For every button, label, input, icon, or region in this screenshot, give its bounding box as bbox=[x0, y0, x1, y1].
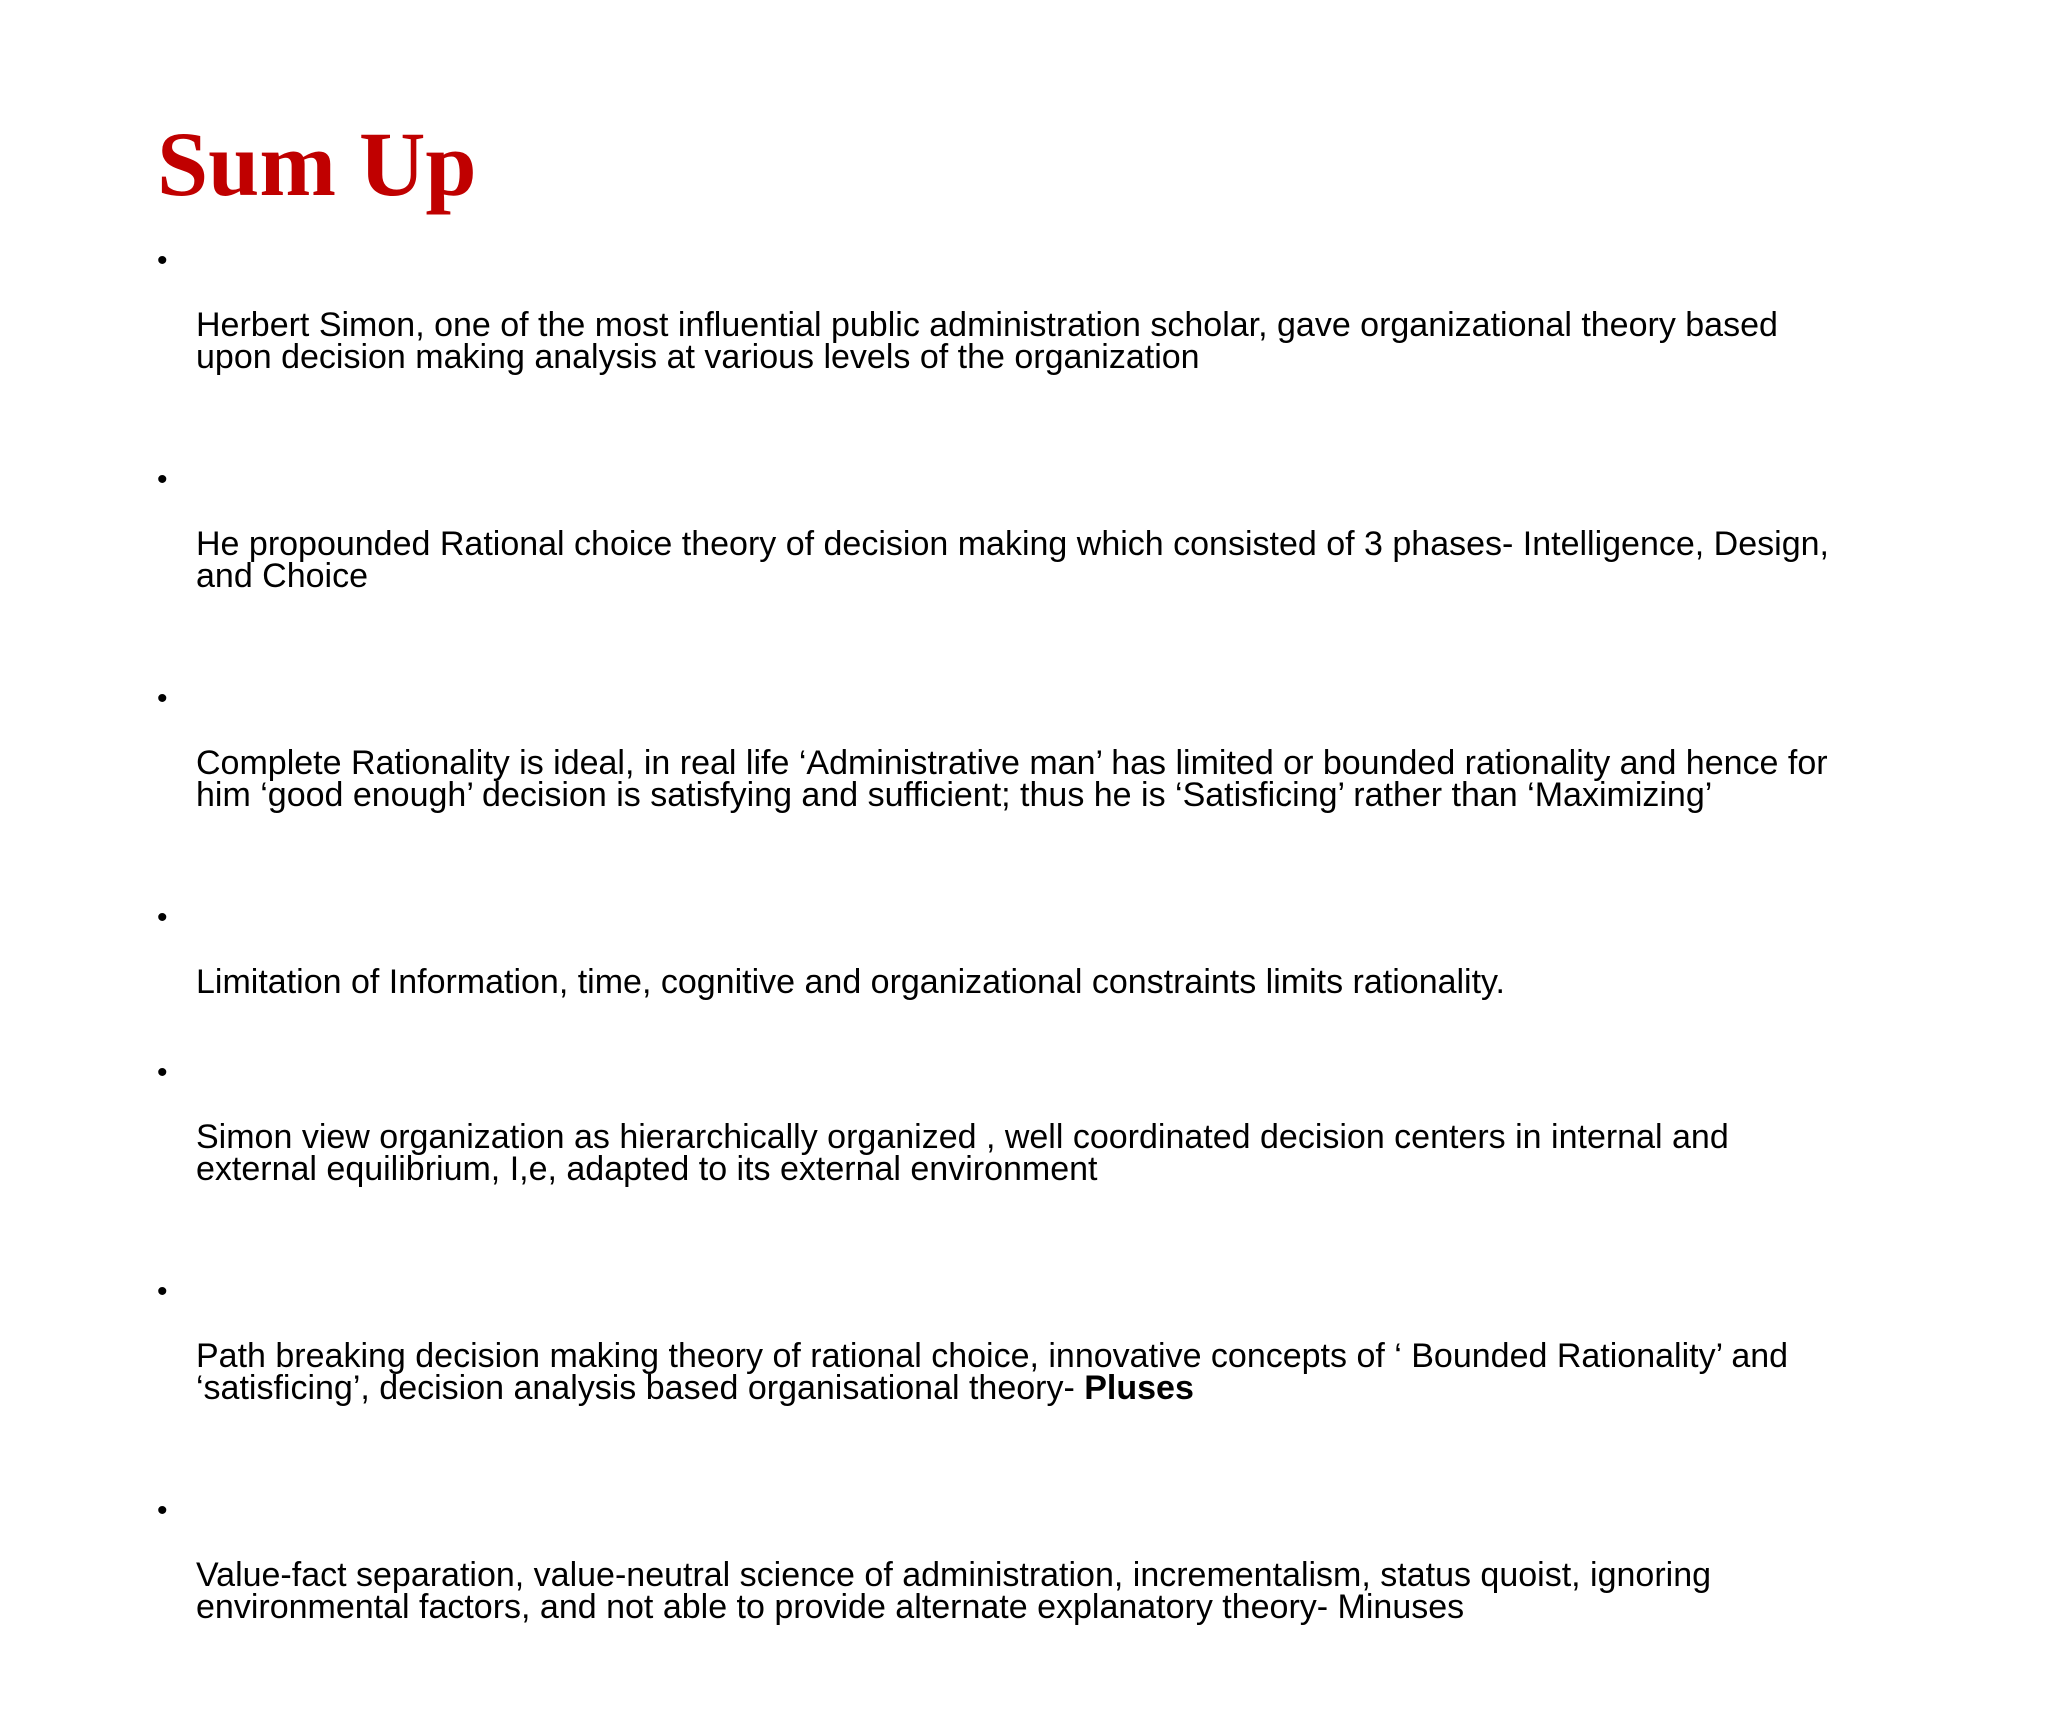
bullet-dot-icon: • bbox=[157, 463, 168, 496]
bullet-item bbox=[157, 1275, 1947, 1407]
bullet-text: Limitation of Information, time, cognitive and organizational constraints limits rationality. bbox=[196, 963, 1505, 1001]
bullet-item bbox=[157, 901, 1947, 1001]
bullet-item bbox=[157, 463, 1947, 595]
bullet-item bbox=[157, 244, 1947, 376]
bullet-dot-icon: • bbox=[157, 244, 168, 277]
bullet-dot-icon: • bbox=[157, 901, 168, 934]
bullet-item bbox=[157, 682, 1947, 814]
bullet-dot-icon: • bbox=[157, 1056, 168, 1089]
bullet-dot-icon: • bbox=[157, 682, 168, 715]
bullet-text: Value-fact separation, value-neutral science of administration, incrementalism, status quoist, ignoring environmental factors, and not able to provide alternate explanatory theory- Minuses bbox=[196, 1556, 1712, 1626]
slide-title: Sum Up bbox=[157, 113, 477, 215]
bullet-item bbox=[157, 1056, 1947, 1188]
pluses-label: Pluses bbox=[1084, 1369, 1194, 1407]
bullet-dot-icon: • bbox=[157, 1494, 168, 1527]
bullet-text: He propounded Rational choice theory of decision making which consisted of 3 phases- Intelligence, Design, and Choice bbox=[196, 525, 1829, 595]
bullet-text: Herbert Simon, one of the most influential public administration scholar, gave organizational theory based upon decision making analysis at various levels of the organization bbox=[196, 306, 1778, 376]
bullet-text: Complete Rationality is ideal, in real life ‘Administrative man’ has limited or bounded rationality and hence for him ‘good enough’ decision is satisfying and sufficient; thus he is ‘Satisficing’ rather than ‘Maximizing’ bbox=[196, 744, 1828, 814]
bullet-text: Simon view organization as hierarchically organized , well coordinated decision centers in internal and external equilibrium, I,e, adapted to its external environment bbox=[196, 1118, 1729, 1188]
bullet-dot-icon: • bbox=[157, 1275, 168, 1308]
bullet-list bbox=[157, 245, 1947, 1714]
bullet-item bbox=[157, 1494, 1947, 1626]
bullet-text: Path breaking decision making theory of rational choice, innovative concepts of ‘ Bounded Rationality’ and ‘satisficing’, decision analysis based organisational theory- bbox=[196, 1337, 1789, 1407]
